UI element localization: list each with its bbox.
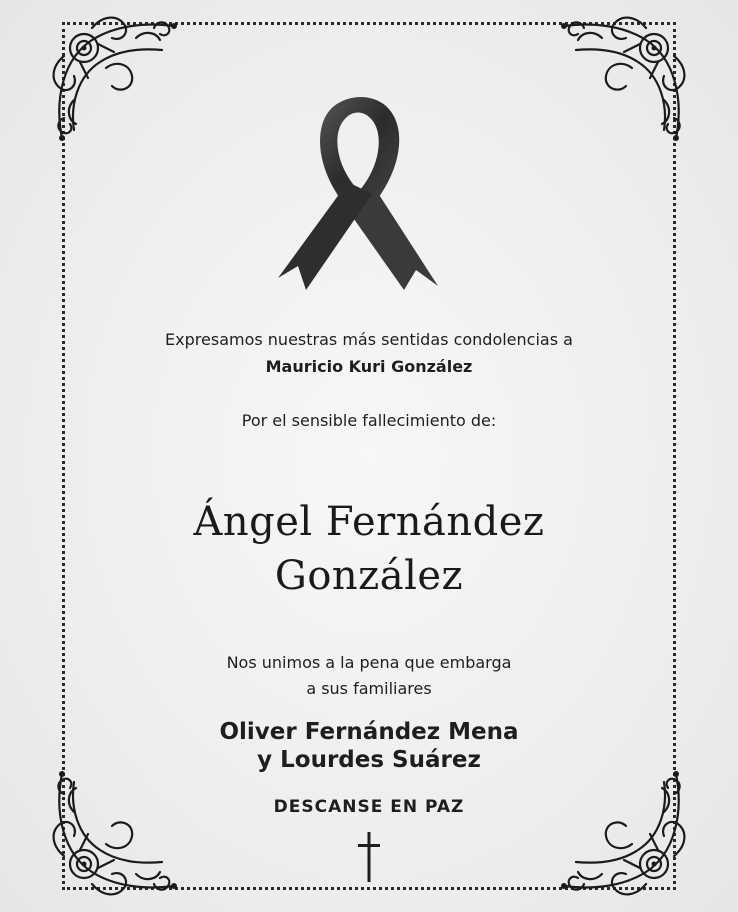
family-names <box>0 718 738 774</box>
cross-icon <box>356 832 382 882</box>
floral-corner-ornament-top-right <box>554 8 694 148</box>
closing-text: DESCANSE EN PAZ <box>273 797 465 817</box>
mourning-ribbon-icon <box>276 90 442 300</box>
floral-corner-ornament-bottom-right <box>554 764 694 904</box>
floral-corner-ornament-top-left <box>44 8 184 148</box>
loss-text: Por el sensible fallecimiento de: <box>241 411 497 430</box>
deceased-name-line-2: González <box>274 553 464 599</box>
family-line-1: Oliver Fernández Mena <box>219 719 519 745</box>
family-line-2: y Lourdes Suárez <box>257 747 481 773</box>
honoree-name: Mauricio Kuri González <box>265 357 473 376</box>
solidarity-line-1: Nos unimos a la pena que embarga <box>226 653 512 672</box>
floral-corner-ornament-bottom-left <box>44 764 184 904</box>
solidarity-text <box>0 650 738 702</box>
intro-text: Expresamos nuestras más sentidas condolencias a <box>165 330 573 349</box>
solidarity-line-2: a sus familiares <box>306 679 432 698</box>
deceased-name-line-1: Ángel Fernández <box>193 499 545 545</box>
deceased-name <box>0 495 738 603</box>
